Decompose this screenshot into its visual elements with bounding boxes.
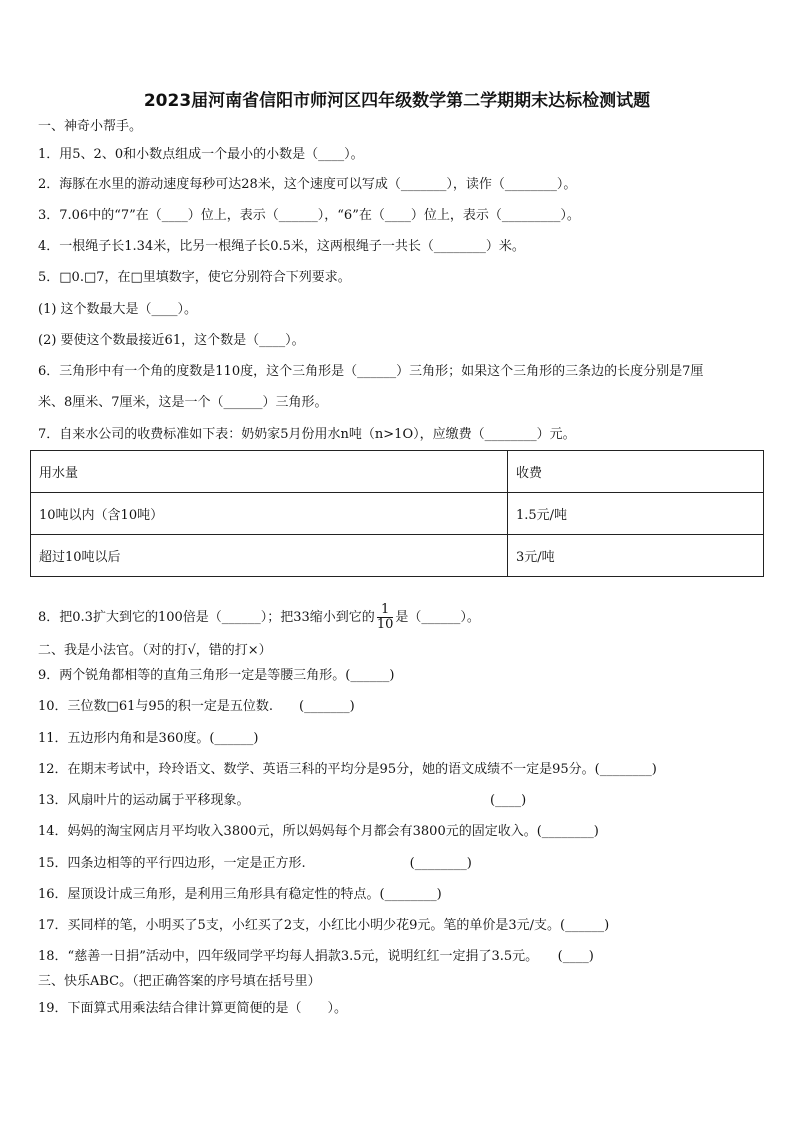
table-cell: 1.5元/吨 (508, 493, 764, 535)
question-8 (38, 603, 480, 632)
question-4: 4．一根绳子长1.34米，比另一根绳子长0.5米，这两根绳子一共长（________）米。 (38, 239, 525, 254)
table-row (31, 451, 764, 493)
question-6-line-1: 6．三角形中有一个角的度数是110度，这个三角形是（______）三角形；如果这个三角形的三条边的长度分别是7厘 (38, 364, 704, 379)
question-15: 15．四条边相等的平行四边形，一定是正方形. (________) (38, 856, 472, 871)
question-6-line-2: 米、8厘米、7厘米，这是一个（______）三角形。 (38, 395, 328, 410)
page-title: 2023届河南省信阳市师河区四年级数学第二学期期末达标检测试题 (143, 91, 651, 111)
question-10: 10．三位数□61与95的积一定是五位数. (_______) (38, 699, 355, 714)
question-8-text-after: 是（______）。 (395, 610, 480, 625)
question-5-part-1: (1) 这个数最大是（____）。 (38, 302, 198, 317)
table-cell: 3元/吨 (508, 535, 764, 577)
table-header-cell: 收费 (508, 451, 764, 493)
table-row (31, 535, 764, 577)
question-14: 14．妈妈的淘宝网店月平均收入3800元，所以妈妈每个月都会有3800元的固定收入。(________) (38, 824, 599, 839)
section-heading-3: 三、快乐ABC。（把正确答案的序号填在括号里） (38, 974, 321, 989)
section-heading-2: 二、我是小法官。（对的打√，错的打×） (38, 643, 272, 658)
fraction-one-tenth (377, 603, 394, 632)
question-19: 19．下面算式用乘法结合律计算更简便的是（ ）。 (38, 1001, 348, 1016)
fraction-denominator: 10 (376, 617, 394, 632)
table-cell: 超过10吨以后 (31, 535, 508, 577)
question-5: 5．□0.□7，在□里填数字，使它分别符合下列要求。 (38, 270, 351, 285)
question-12: 12．在期末考试中，玲玲语文、数学、英语三科的平均分是95分，她的语文成绩不一定是95分。(________) (38, 762, 657, 777)
fee-table (30, 450, 764, 577)
question-3: 3．7.06中的“7”在（____）位上，表示（______），“6”在（____）位上，表示（_________）。 (38, 208, 580, 223)
table-header-cell: 用水量 (31, 451, 508, 493)
question-18: 18．“慈善一日捐”活动中，四年级同学平均每人捐款3.5元，说明红红一定捐了3.5元。 (____) (38, 949, 594, 964)
question-9: 9．两个锐角都相等的直角三角形一定是等腰三角形。(______) (38, 668, 395, 683)
question-13: 13．风扇叶片的运动属于平移现象。 (____) (38, 793, 527, 808)
question-11: 11．五边形内角和是360度。(______) (38, 731, 259, 746)
question-8-text-before: 8．把0.3扩大到它的100倍是（______）；把33缩小到它的 (38, 610, 375, 625)
section-heading-1: 一、神奇小帮手。 (38, 119, 143, 134)
question-1: 1．用5、2、0和小数点组成一个最小的小数是（____）。 (38, 147, 364, 162)
table-cell: 10吨以内（含10吨） (31, 493, 508, 535)
table-row (31, 493, 764, 535)
question-7: 7．自来水公司的收费标准如下表：奶奶家5月份用水n吨（n>1O），应缴费（________）元。 (38, 427, 576, 442)
question-5-part-2: (2) 要使这个数最接近61，这个数是（____）。 (38, 333, 305, 348)
question-2: 2．海豚在水里的游动速度每秒可达28米，这个速度可以写成（_______），读作（________）。 (38, 177, 577, 192)
question-17: 17．买同样的笔，小明买了5支，小红买了2支，小红比小明少花9元。笔的单价是3元/支。(______) (38, 918, 610, 933)
fraction-numerator: 1 (377, 603, 394, 618)
question-16: 16．屋顶设计成三角形，是利用三角形具有稳定性的特点。(________) (38, 887, 442, 902)
